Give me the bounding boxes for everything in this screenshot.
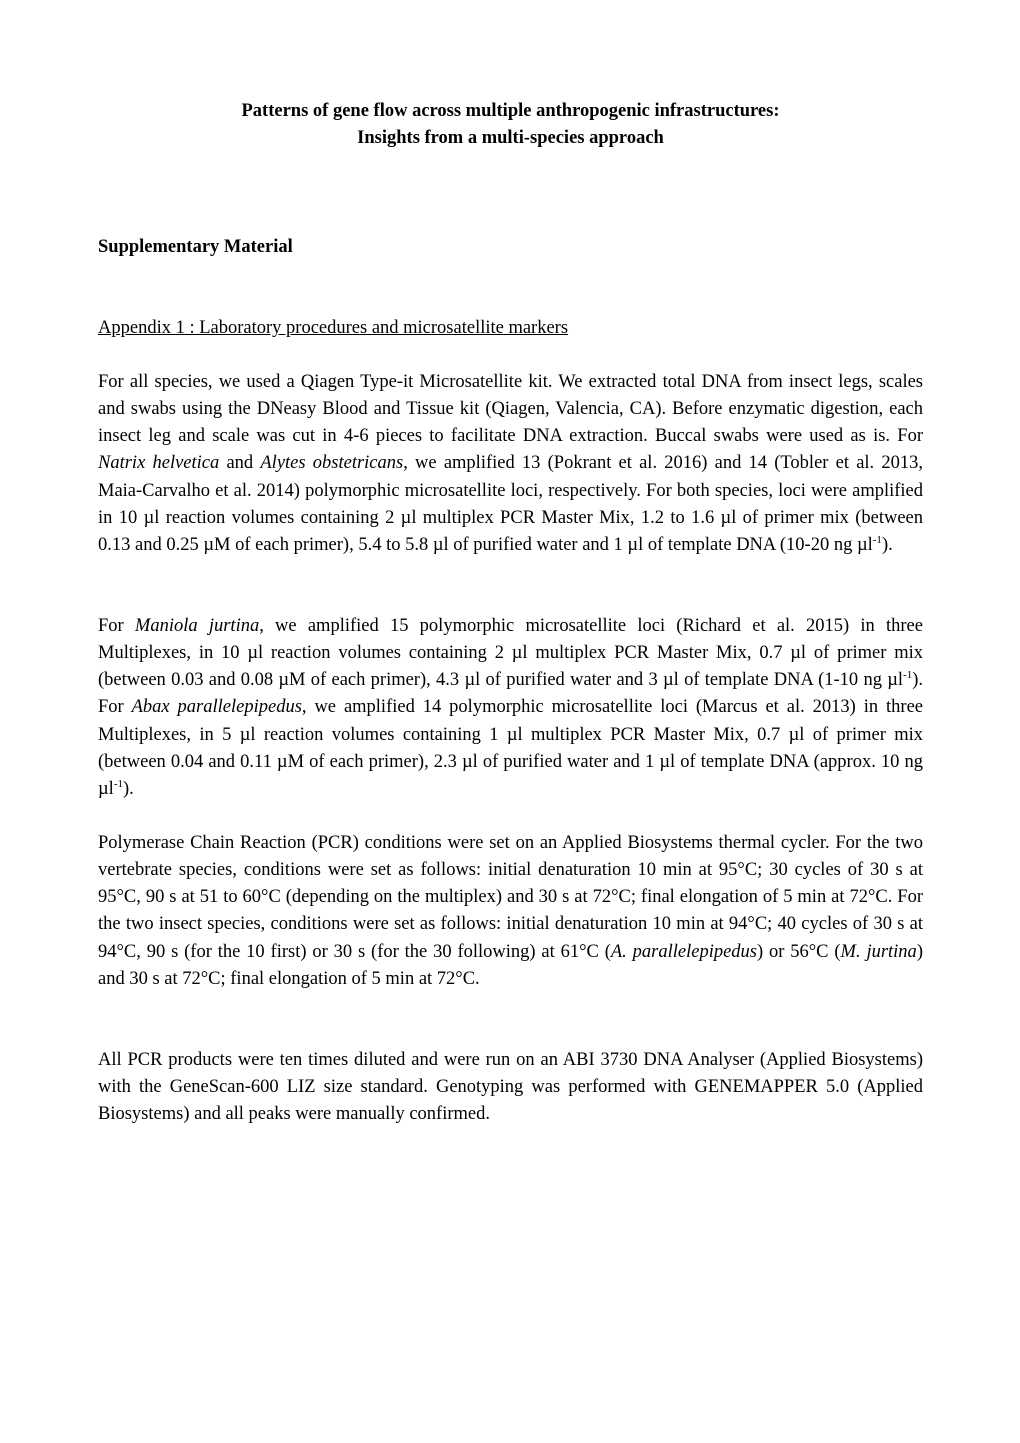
species-name: Maniola jurtina (134, 616, 260, 636)
paragraph-genotyping (98, 1047, 923, 1128)
paragraph-text: ) and 30 s at 72°C; final elongation of 5 min at 72°C. (98, 941, 923, 989)
species-name: Alytes obstetricans (260, 453, 404, 474)
paper-title-line-1: Patterns of gene flow across multiple anthropogenic infrastructures: (241, 101, 780, 121)
appendix-heading: Appendix 1 : Laboratory procedures and microsatellite markers (98, 318, 569, 338)
paragraph-text: For (98, 616, 135, 636)
paper-title (98, 98, 923, 152)
paragraph-text: For all species, we used a Qiagen Type-it Microsatellite kit. We extracted total DNA from insect legs, scales and swabs using the DNeasy Blood and Tissue kit (Qiagen, Valencia, CA). Before enzymatic digestion, each insect leg and scale was cut in 4-6 pieces to facilitate DNA extraction. Buccal swabs were used as is. For (98, 372, 923, 447)
superscript: -1 (903, 669, 913, 682)
paragraph-text: All PCR products were ten times diluted and were run on an ABI 3730 DNA Analyser (Applied Biosystems) with the GeneScan-600 LIZ size standard. Genotyping was performed with GENEMAPPER 5.0 (Applied Biosystems) and all peaks were manually confirmed. (98, 1050, 923, 1125)
species-name: A. parallelepipedus (610, 941, 757, 962)
species-name: Natrix helvetica (98, 453, 220, 474)
section-heading: Supplementary Material (98, 237, 293, 257)
paragraph-dna-extraction (98, 369, 923, 559)
species-name: M. jurtina (840, 941, 917, 962)
paragraph-text: ). (122, 778, 134, 799)
paragraph-text: , we amplified 15 polymorphic microsatellite loci (Richard et al. 2015) in three Multiplexes, in 10 µl reaction volumes containing 2 µl multiplex PCR Master Mix, 0.7 µl of primer mix (between 0.03 and 0.08 µM of each primer), 4.3 µl of purified water and 3 µl of template DNA (1-10 ng µl (98, 616, 923, 691)
paper-title-line-2: Insights from a multi-species approach (357, 128, 664, 148)
paragraph-text: ) or 56°C ( (757, 941, 841, 962)
superscript: -1 (872, 533, 882, 546)
paragraph-text: and (219, 453, 261, 474)
paragraph-text: ). For (98, 670, 923, 718)
paragraph-pcr-conditions (98, 830, 923, 993)
paragraph-text: Polymerase Chain Reaction (PCR) conditions were set on an Applied Biosystems thermal cycler. For the two vertebrate species, conditions were set as follows: initial denaturation 10 min at 95°C; 30 cycles of 30 s at 95°C, 90 s at 51 to 60°C (depending on the multiplex) and 30 s at 72°C; final elongation of 5 min at 72°C. For the two insect species, conditions were set as follows: initial denaturation 10 min at 94°C; 40 cycles of 30 s at 94°C, 90 s (for the 10 first) or 30 s (for the 30 following) at 61°C ( (98, 833, 923, 962)
species-name: Abax parallelepipedus (131, 697, 302, 718)
paragraph-insect-loci (98, 613, 923, 803)
paragraph-text: , we amplified 14 polymorphic microsatellite loci (Marcus et al. 2013) in three Multiplexes, in 5 µl reaction volumes containing 1 µl multiplex PCR Master Mix, 0.7 µl of primer mix (between 0.04 and 0.11 µM of each primer), 2.3 µl of purified water and 1 µl of template DNA (approx. 10 ng µl (98, 697, 923, 799)
superscript: -1 (113, 777, 123, 790)
paragraph-text: ). (881, 534, 893, 555)
paragraph-text: , we amplified 13 (Pokrant et al. 2016) and 14 (Tobler et al. 2013, Maia-Carvalho et al. 2014) polymorphic microsatellite loci, respectively. For both species, loci were amplified in 10 µl reaction volumes containing 2 µl multiplex PCR Master Mix, 1.2 to 1.6 µl of primer mix (between 0.13 and 0.25 µM of each primer), 5.4 to 5.8 µl of purified water and 1 µl of template DNA (10-20 ng µl (98, 453, 923, 555)
